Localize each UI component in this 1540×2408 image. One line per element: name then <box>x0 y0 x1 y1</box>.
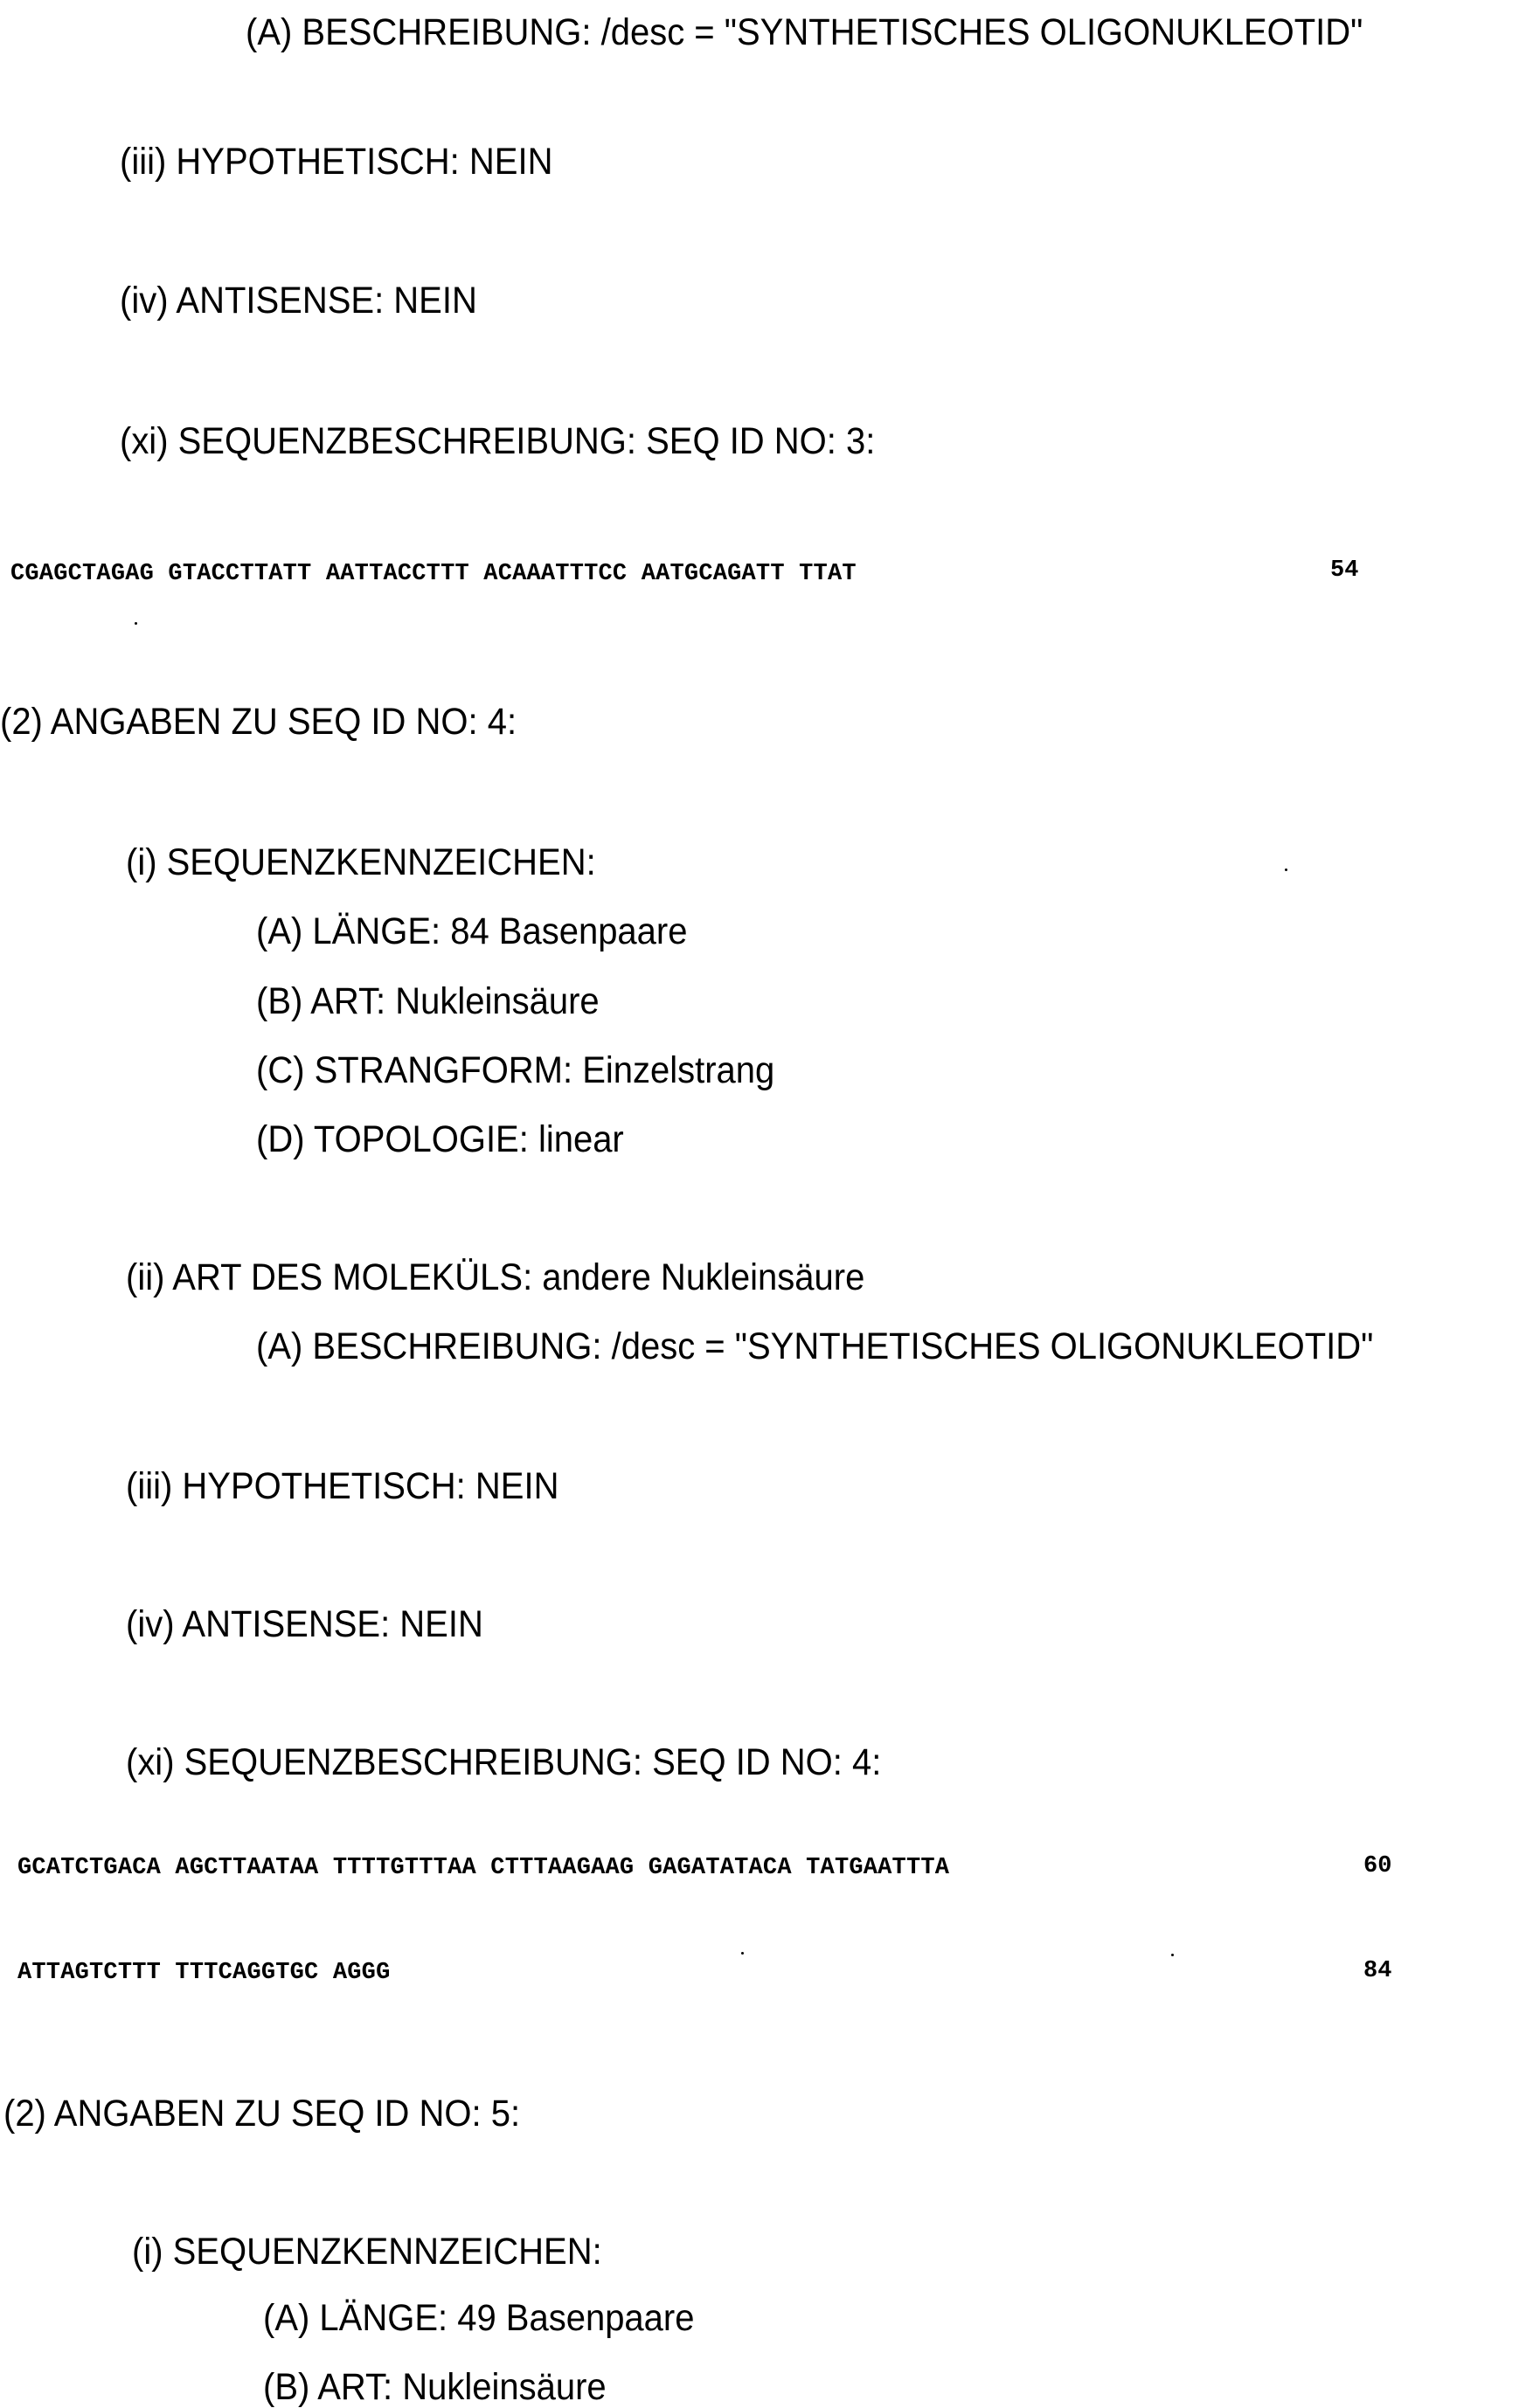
seq4-characteristics-header: (i) SEQUENZKENNZEICHEN: <box>126 841 596 883</box>
seq5-characteristics-header: (i) SEQUENZKENNZEICHEN: <box>132 2231 602 2273</box>
scan-speck <box>741 1952 744 1955</box>
seq4-hypothetisch: (iii) HYPOTHETISCH: NEIN <box>126 1465 559 1507</box>
scan-speck <box>1171 1954 1174 1956</box>
seq4-sequence-description-header: (xi) SEQUENZBESCHREIBUNG: SEQ ID NO: 4: <box>126 1741 882 1783</box>
seq4-molecule-type: (ii) ART DES MOLEKÜLS: andere Nukleinsäure <box>126 1256 865 1298</box>
seq4-sequence-line-2: ATTAGTCTTT TTTCAGGTGC AGGG <box>17 1960 391 1986</box>
seq4-heading: (2) ANGABEN ZU SEQ ID NO: 4: <box>0 701 517 743</box>
seq5-type: (B) ART: Nukleinsäure <box>263 2366 607 2408</box>
seq4-description-line: (A) BESCHREIBUNG: /desc = "SYNTHETISCHES OLIGONUKLEOTID" <box>256 1325 1374 1367</box>
seq3-sequence-position-1: 54 <box>1330 557 1359 584</box>
seq4-type: (B) ART: Nukleinsäure <box>256 980 600 1022</box>
seq4-antisense: (iv) ANTISENSE: NEIN <box>126 1603 483 1645</box>
seq5-length: (A) LÄNGE: 49 Basenpaare <box>263 2297 695 2339</box>
seq3-antisense: (iv) ANTISENSE: NEIN <box>120 280 477 322</box>
seq4-length: (A) LÄNGE: 84 Basenpaare <box>256 910 688 952</box>
scan-speck <box>135 622 137 625</box>
seq3-sequence-description-header: (xi) SEQUENZBESCHREIBUNG: SEQ ID NO: 3: <box>120 420 876 462</box>
seq4-topology: (D) TOPOLOGIE: linear <box>256 1118 624 1160</box>
seq5-heading: (2) ANGABEN ZU SEQ ID NO: 5: <box>3 2093 521 2135</box>
seq3-hypothetisch: (iii) HYPOTHETISCH: NEIN <box>120 141 553 183</box>
seq3-description-line: (A) BESCHREIBUNG: /desc = "SYNTHETISCHES OLIGONUKLEOTID" <box>246 11 1363 53</box>
seq3-sequence-line-1: CGAGCTAGAG GTACCTTATT AATTACCTTT ACAAATTTCC AATGCAGATT TTAT <box>10 561 857 587</box>
seq4-sequence-line-1: GCATCTGACA AGCTTAATAA TTTTGTTTAA CTTTAAGAAG GAGATATACA TATGAATTTA <box>17 1855 950 1881</box>
seq4-strandedness: (C) STRANGFORM: Einzelstrang <box>256 1049 775 1091</box>
seq4-sequence-position-2: 84 <box>1363 1958 1392 1984</box>
scan-speck <box>1285 868 1287 871</box>
seq4-sequence-position-1: 60 <box>1363 1853 1392 1879</box>
